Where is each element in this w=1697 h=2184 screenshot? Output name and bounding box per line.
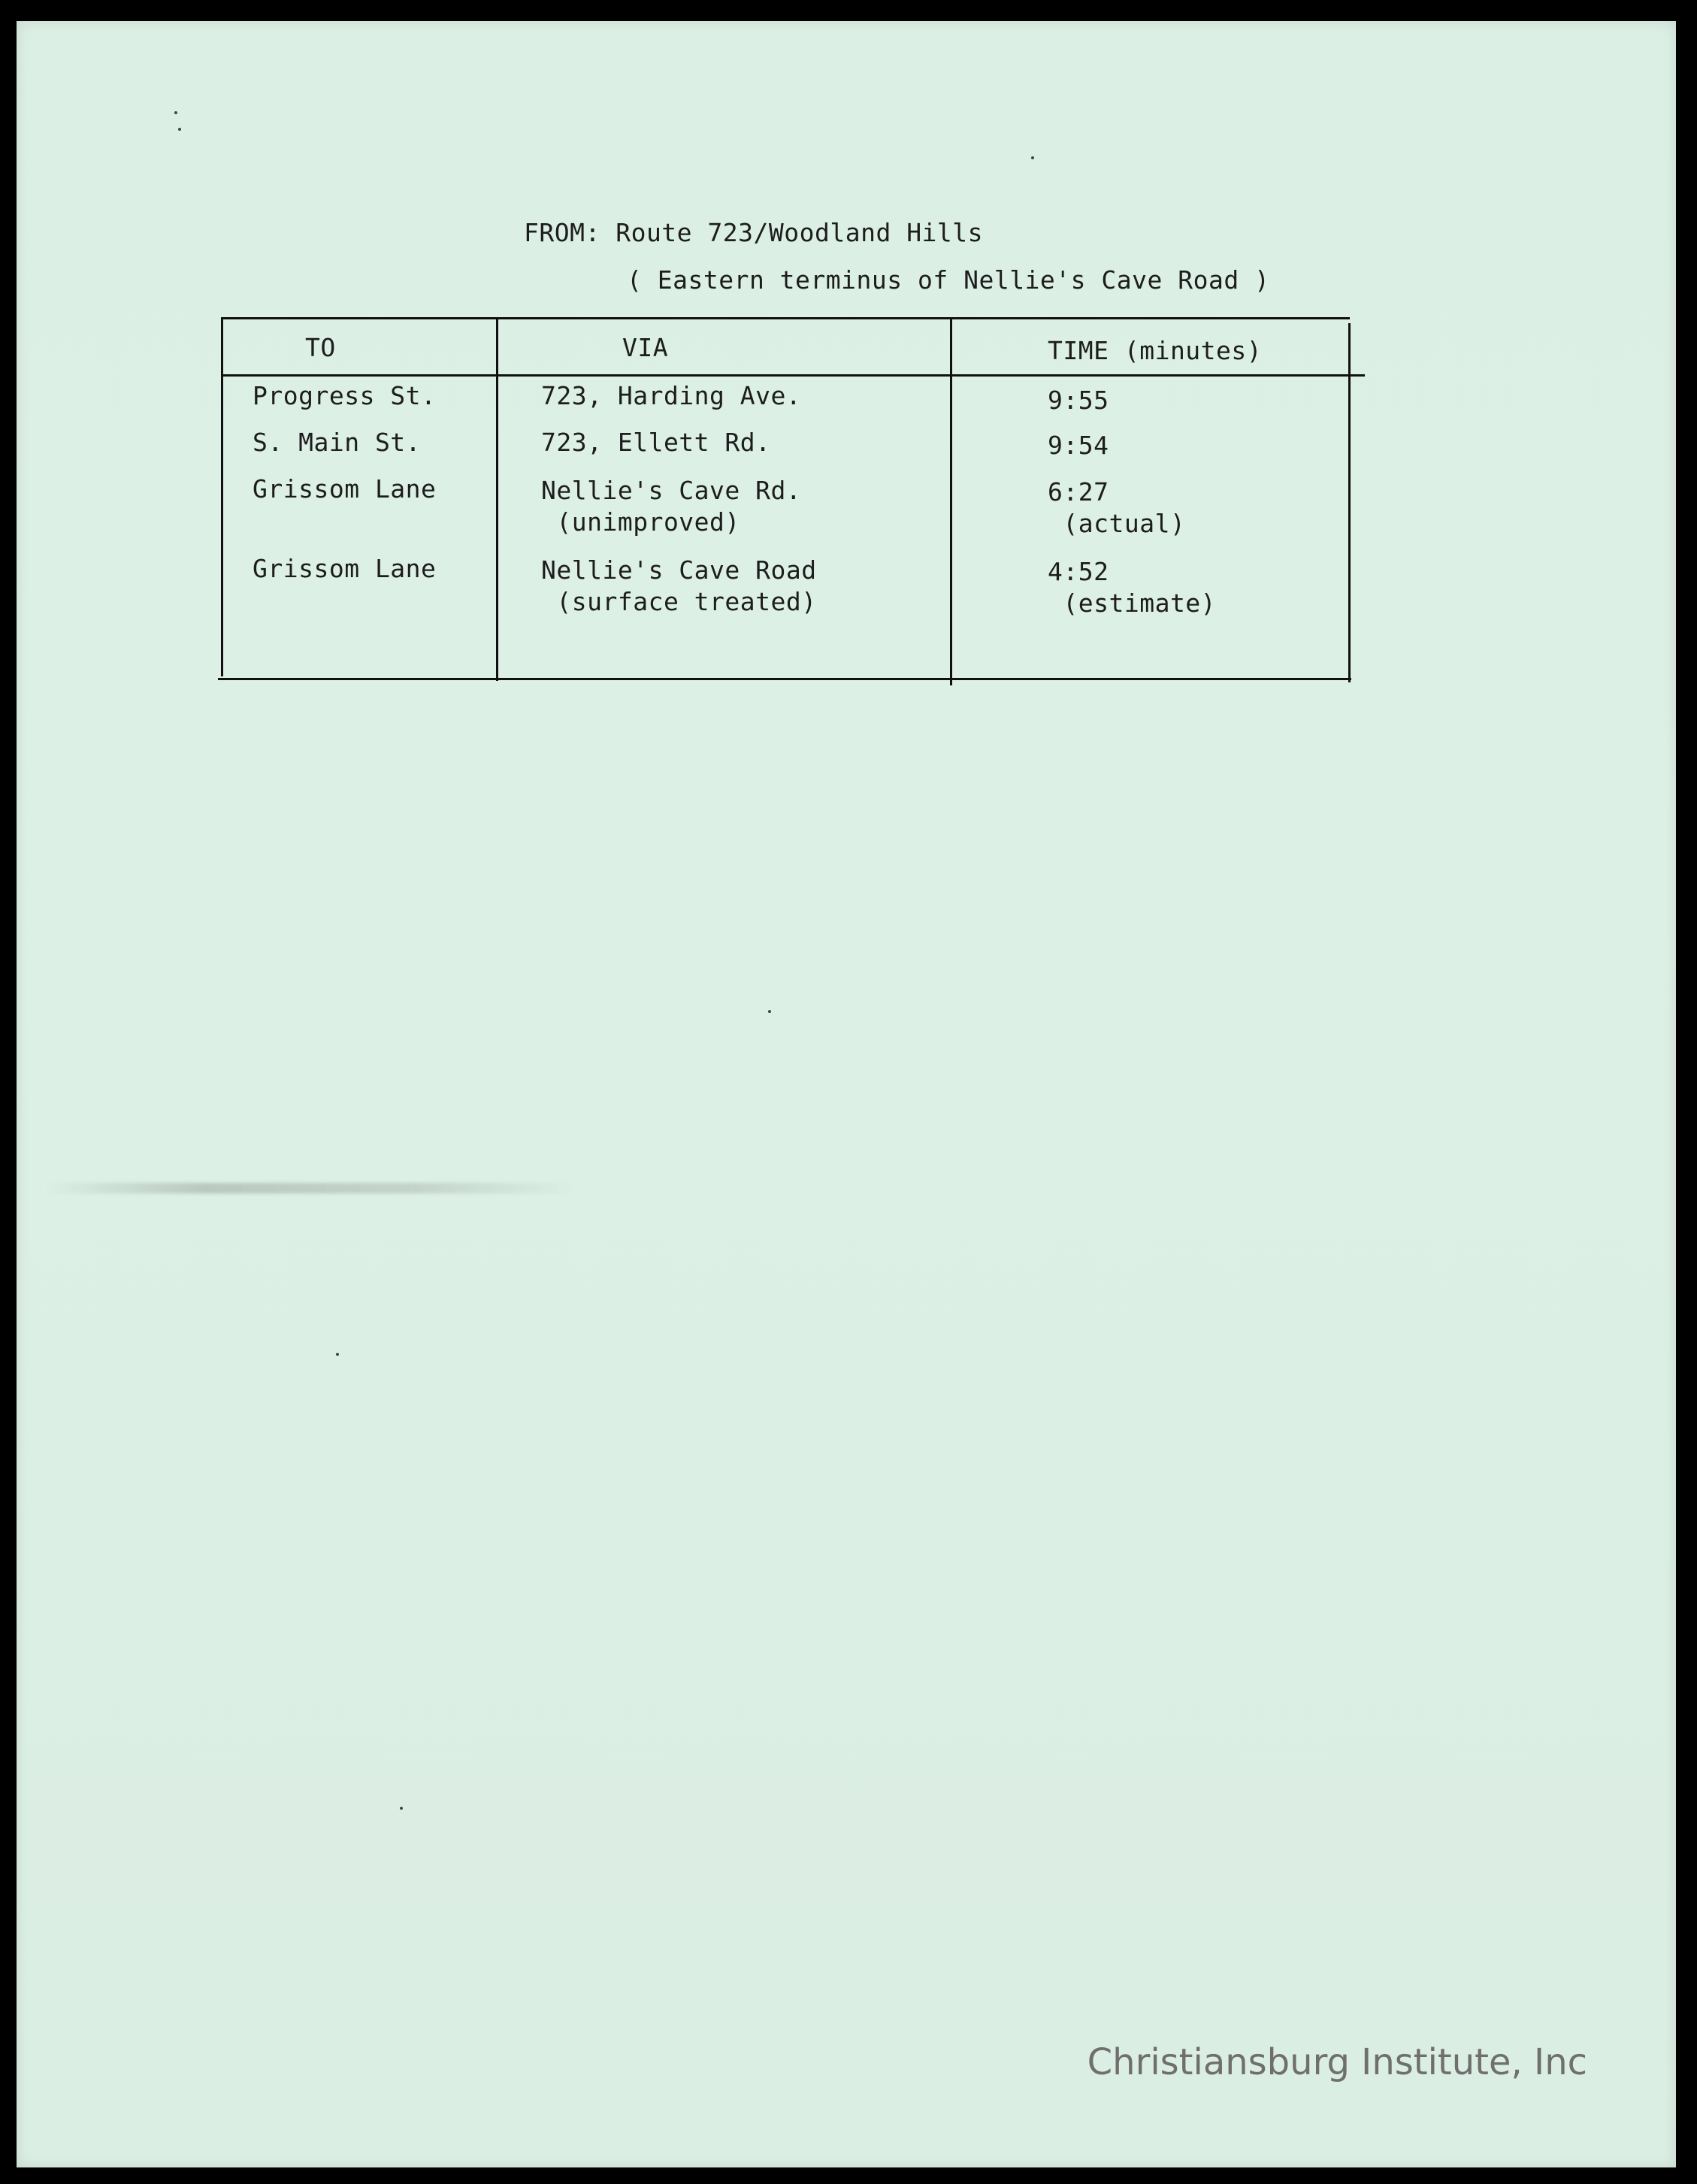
- table-cell-time: 9:54: [1048, 431, 1109, 460]
- column-header-time: TIME (minutes): [1048, 336, 1263, 365]
- table-bottom-rule: [218, 678, 1351, 680]
- column-header-to: TO: [305, 333, 336, 362]
- from-heading: FROM: Route 723/Woodland Hills: [524, 218, 984, 247]
- routes-table: [221, 317, 1360, 685]
- scan-speck: [178, 128, 181, 131]
- table-cell-to: Grissom Lane: [253, 554, 437, 583]
- table-cell-time: 4:52 (estimate): [1048, 557, 1217, 618]
- table-cell-via: 723, Ellett Rd.: [541, 428, 771, 457]
- scan-smudge: [47, 1183, 573, 1193]
- scan-speck: [174, 111, 177, 114]
- table-cell-via: Nellie's Cave Road (surface treated): [541, 555, 817, 616]
- table-cell-to: Grissom Lane: [253, 474, 437, 504]
- paper-sheet: [17, 21, 1676, 2167]
- scan-speck: [400, 1807, 403, 1810]
- table-cell-to: S. Main St.: [253, 428, 422, 457]
- table-cell-via: Nellie's Cave Rd. (unimproved): [541, 476, 802, 537]
- from-subheading: ( Eastern terminus of Nellie's Cave Road ): [627, 265, 1270, 295]
- archive-watermark: Christiansburg Institute, Inc: [1087, 2041, 1587, 2083]
- table-cell-to: Progress St.: [253, 381, 437, 410]
- table-col2-rule: [950, 317, 952, 685]
- table-top-rule: [221, 317, 1350, 319]
- table-cell-via: 723, Harding Ave.: [541, 381, 802, 410]
- scan-speck: [336, 1353, 339, 1356]
- table-header-rule: [221, 374, 1365, 377]
- scan-speck: [1031, 156, 1034, 159]
- table-cell-time: 9:55: [1048, 386, 1109, 415]
- table-col1-rule: [496, 317, 498, 681]
- column-header-via: VIA: [622, 333, 669, 362]
- table-right-rule: [1348, 323, 1351, 682]
- table-cell-time: 6:27 (actual): [1048, 477, 1186, 538]
- table-left-rule: [221, 317, 223, 676]
- scan-speck: [768, 1010, 771, 1013]
